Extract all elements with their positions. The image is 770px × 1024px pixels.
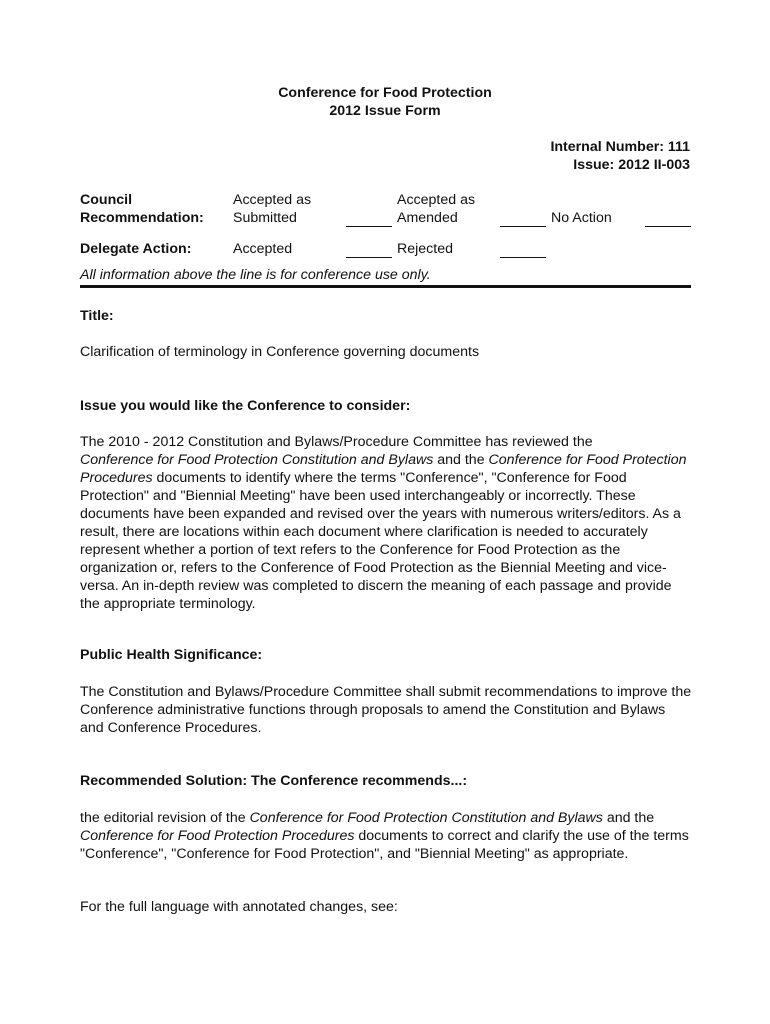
issue-paragraph xyxy=(80,433,692,613)
council-label-line1: Council xyxy=(80,192,133,208)
delegate-label: Delegate Action: xyxy=(80,241,192,257)
public-health-text: The Constitution and Bylaws/Procedure Committee shall submit recommendations to improve the Conference administrative functions through proposals to amend the Constitution and Bylaws and Conference Procedures. xyxy=(80,684,692,736)
conference-use-note: All information above the line is for conference use only. xyxy=(80,267,431,283)
issue-text-2: documents to identify where the terms "Conference", "Conference for Food Protection" and "Biennial Meeting" have been used interchangeably or incorrectly. These documents have been expanded and revised over the years with numerous writers/editors. As a result, there are locations within each document where clarification is needed to accurately represent whether a portion of text refers to the Conference for Food Protection as the organization or, refers to the Conference of Food Protection as the Biennial Meeting and vice-versa. An in-depth review was completed to discern the meaning of each passage and provide the appropriate terminology. xyxy=(80,470,681,612)
issue-text-1: The 2010 - 2012 Constitution and Bylaws/Procedure Committee has reviewed the xyxy=(80,434,593,450)
council-label-line2: Recommendation: xyxy=(80,210,204,226)
solution-footer: For the full language with annotated changes, see: xyxy=(80,899,398,915)
internal-number: Internal Number: 111 xyxy=(550,139,690,155)
council-accepted-submitted-line2: Submitted xyxy=(233,210,297,226)
council-accepted-submitted-line1: Accepted as xyxy=(233,192,312,208)
delegate-rejected-blank[interactable] xyxy=(500,257,546,258)
solution-text-1: the editorial revision of the xyxy=(80,810,250,826)
form-title: Conference for Food Protection xyxy=(278,85,492,101)
title-text: Clarification of terminology in Conference governing documents xyxy=(80,344,480,360)
solution-doc-1: Conference for Food Protection Constitution and Bylaws xyxy=(249,810,603,826)
council-accepted-amended-line2: Amended xyxy=(397,210,458,226)
issue-heading: Issue you would like the Conference to consider: xyxy=(80,398,411,414)
solution-heading: Recommended Solution: The Conference recommends...: xyxy=(80,773,468,789)
solution-text-2: and the xyxy=(602,810,655,826)
council-accepted-amended-line1: Accepted as xyxy=(397,192,476,208)
solution-doc-2: Conference for Food Protection Procedures xyxy=(80,828,355,844)
council-no-action: No Action xyxy=(551,210,612,226)
issue-text-and: and the xyxy=(433,452,489,468)
public-health-heading: Public Health Significance: xyxy=(80,647,263,663)
council-submitted-blank[interactable] xyxy=(346,226,392,227)
delegate-accepted: Accepted xyxy=(233,241,293,257)
solution-text-3: documents to correct and clarify the use of the terms "Conference", "Conference for Food Protection", and "Biennial Meeting" as appropriate. xyxy=(80,828,689,862)
solution-paragraph xyxy=(80,809,692,863)
divider-rule xyxy=(80,285,691,288)
council-amended-blank[interactable] xyxy=(500,226,546,227)
issue-doc-2: Conference for Food Protection Procedures xyxy=(80,452,687,486)
title-heading: Title: xyxy=(80,308,114,324)
delegate-accepted-blank[interactable] xyxy=(346,257,392,258)
council-no-action-blank[interactable] xyxy=(645,226,691,227)
issue-number: Issue: 2012 II-003 xyxy=(573,157,690,173)
issue-doc-1: Conference for Food Protection Constitution and Bylaws xyxy=(80,452,434,468)
form-subtitle: 2012 Issue Form xyxy=(329,103,441,119)
delegate-rejected: Rejected xyxy=(397,241,453,257)
